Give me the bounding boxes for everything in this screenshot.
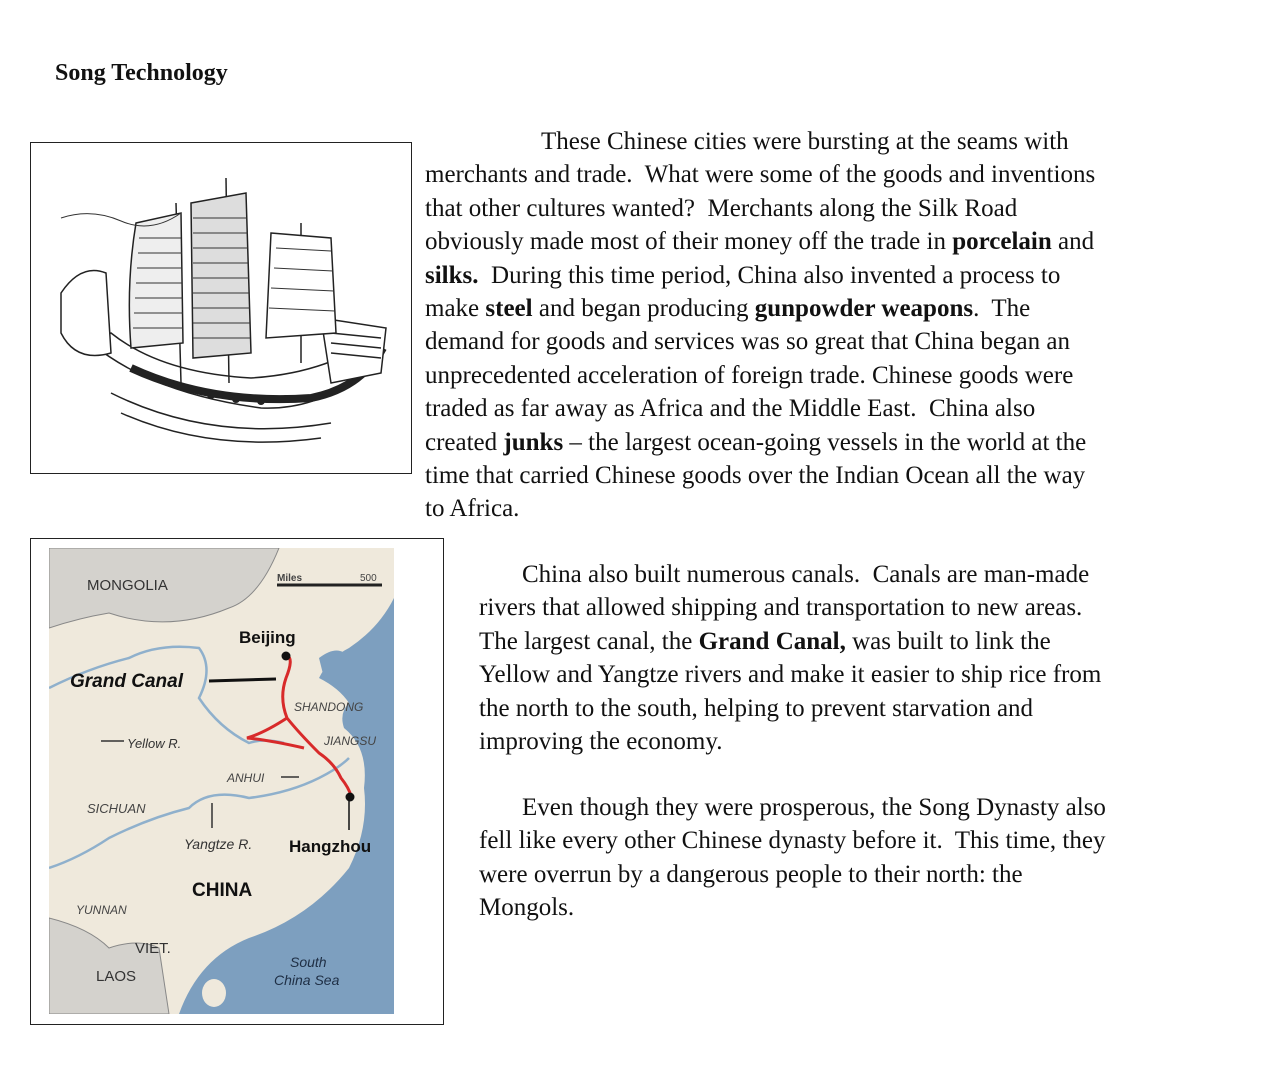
text-line [425,426,1095,459]
label-yellow-river: Yellow R. [127,736,182,751]
text-segment: rivers that allowed shipping and transportation to new areas. [479,594,1083,622]
text-line [425,492,1095,525]
label-grand-canal: Grand Canal [70,671,183,692]
label-shandong: SHANDONG [294,700,364,714]
text-segment: China also built numerous canals. Canals are man-made [522,561,1090,588]
text-segment: unprecedented acceleration of foreign trade. Chinese goods were [425,361,1074,389]
scale-value: 500 [360,573,377,584]
text-segment: traded as far away as Africa and the Middle East. China also [425,395,1036,423]
text-segment: fell like every other Chinese dynasty before it. This time, they [479,827,1106,855]
page-title: Song Technology [55,60,228,86]
text-segment: improving the economy. [479,728,723,756]
text-line [479,658,1101,691]
text-line [479,725,1101,758]
label-china-sea: China Sea [274,972,340,988]
text-segment: time that carried Chinese goods over the Indian Ocean all the way [425,462,1086,490]
text-line [425,125,1095,158]
text-segment: created [425,428,504,456]
hangzhou-marker [346,793,355,802]
text-segment: the north to the south, helping to prevent starvation and [479,694,1034,722]
label-hangzhou: Hangzhou [289,837,372,856]
text-segment: and began producing [532,295,755,323]
text-segment: was built to link the [845,627,1051,655]
paragraph-fall [479,791,1106,925]
text-line [425,192,1095,225]
text-line [479,791,1106,824]
label-beijing: Beijing [239,628,296,647]
text-segment: merchants and trade. What were some of the goods and inventions [425,161,1096,189]
text-line [425,359,1095,392]
text-segment: were overrun by a dangerous people to their north: the [479,860,1023,888]
paragraph-trade [425,125,1095,526]
text-line [425,225,1095,258]
text-line [479,858,1106,891]
text-segment: The largest canal, the [479,627,699,655]
text-line [479,891,1106,924]
text-line [479,824,1106,857]
text-segment: make [425,295,486,323]
text-segment: that other cultures wanted? Merchants along the Silk Road [425,194,1018,222]
text-line [425,325,1095,358]
text-line [479,558,1101,591]
text-segment: During this time period, China also invented a process to [478,261,1061,289]
junk-ship-illustration [30,142,412,474]
bold-term: gunpowder weapons [754,295,974,323]
bold-term: porcelain [952,228,1052,256]
label-yunnan: YUNNAN [76,903,127,917]
china-map [49,548,394,1014]
bold-term: junks [503,428,564,456]
label-vietnam: VIET. [135,940,171,957]
text-segment: Yellow and Yangtze rivers and make it easier to ship rice from [479,661,1102,689]
label-laos: LAOS [96,968,137,985]
label-anhui: ANHUI [227,771,265,785]
label-sichuan: SICHUAN [87,801,146,816]
label-south: South [290,954,327,970]
label-mongolia: MONGOLIA [87,577,168,594]
text-segment: Mongols. [479,894,575,922]
text-line [425,259,1095,292]
text-line [425,459,1095,492]
text-segment: Even though they were prosperous, the Song Dynasty also [522,794,1106,821]
bold-term: silks. [425,261,479,289]
paragraph-canals [479,558,1101,758]
text-segment: – the largest ocean-going vessels in the world at the [563,428,1087,456]
label-china: CHINA [192,880,253,901]
grand-canal-pointer [209,679,276,681]
text-segment: to Africa. [425,495,520,523]
text-segment: demand for goods and services was so great that China began an [425,328,1070,356]
bold-term: Grand Canal, [698,627,846,655]
text-line [425,158,1095,191]
text-line [425,292,1095,325]
scale-label: Miles [277,573,303,584]
text-segment: . The [973,295,1031,323]
junk-ship-drawing [31,143,411,473]
beijing-marker [282,652,291,661]
label-yangtze-river: Yangtze R. [184,836,253,852]
text-line [479,692,1101,725]
text-line [425,392,1095,425]
text-segment: obviously made most of their money off the trade in [425,228,953,256]
bold-term: steel [485,295,533,323]
grand-canal-map [30,538,444,1025]
text-segment: These Chinese cities were bursting at the seams with [541,128,1069,155]
label-jiangsu: JIANGSU [324,734,377,748]
text-segment: and [1051,228,1095,256]
text-line [479,625,1101,658]
text-line [479,591,1101,624]
